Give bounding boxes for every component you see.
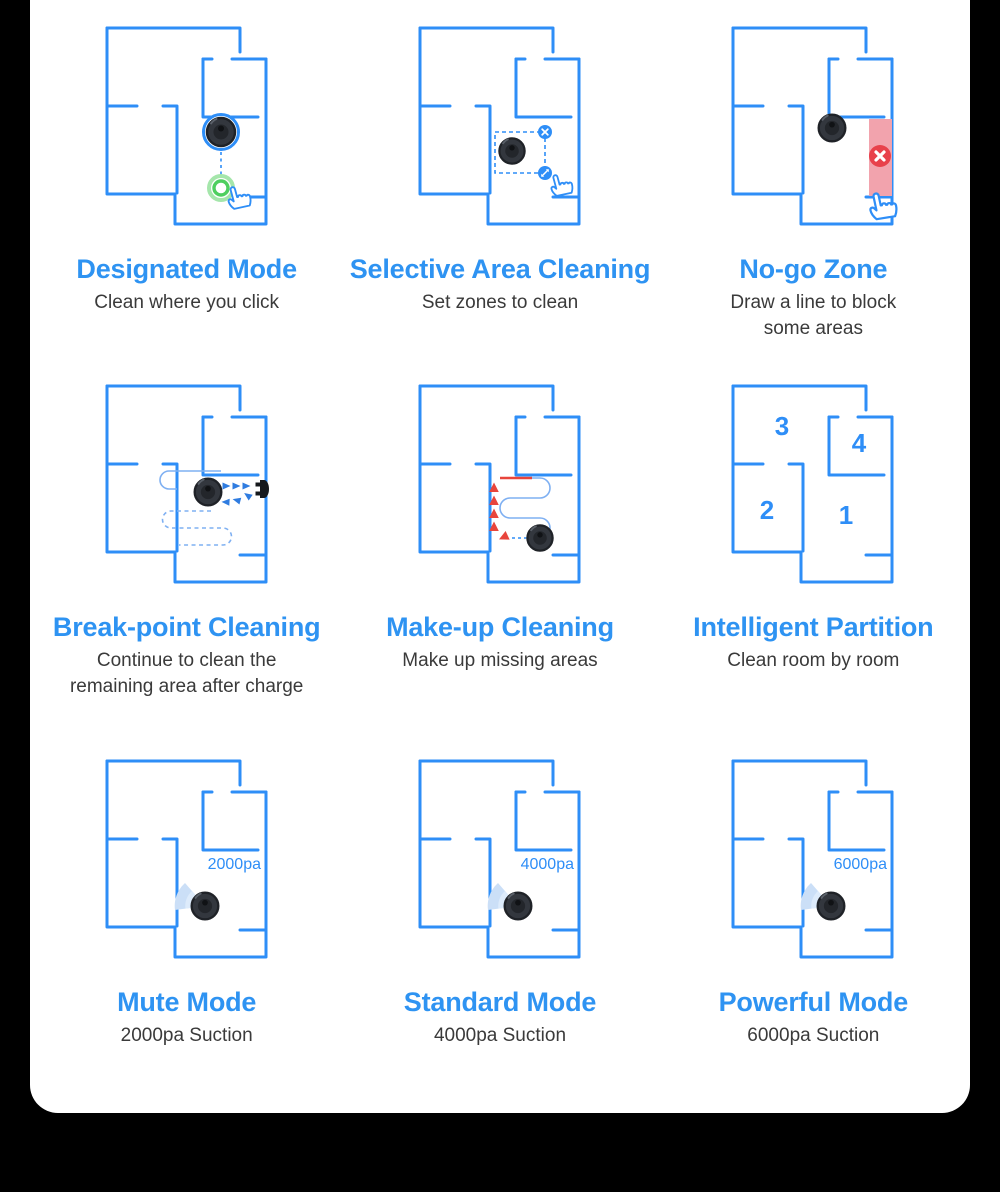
mode-card-partition: [657, 380, 970, 755]
mode-title: Standard Mode: [403, 987, 597, 1017]
mode-subtitle: 6000pa Suction: [747, 1025, 880, 1046]
floorplan-outline: [733, 28, 892, 224]
mode-title: No-go Zone: [739, 254, 888, 284]
mode-title: Intelligent Partition: [693, 612, 934, 642]
mode-subtitle: Continue to clean the remaining area after charge: [69, 650, 304, 697]
room-number-4: 4: [852, 428, 867, 458]
mode-subtitle: Make up missing areas: [402, 650, 598, 671]
tap-target-icon: [209, 176, 233, 200]
tap-hand-cursor-icon: [548, 172, 574, 198]
floorplan-mute-mode: [101, 755, 273, 963]
floorplan-break-point: [101, 380, 273, 588]
robot-vacuum-icon: [505, 893, 532, 920]
floorplan-partition: [727, 380, 899, 588]
suction-power-label: 4000pa: [520, 856, 574, 873]
room-number-2: 2: [760, 495, 775, 525]
floorplan-outline: [107, 386, 266, 582]
from-dock-arrow-icons: [221, 490, 252, 506]
mode-title: Designated Mode: [76, 254, 297, 284]
floorplan-make-up: [414, 380, 586, 588]
mode-card-mute: [30, 755, 343, 1049]
to-dock-arrow-icons: [222, 483, 250, 490]
suction-power-label: 6000pa: [833, 856, 888, 873]
mode-card-make-up: [343, 380, 656, 755]
missed-area-arrow-icons: [489, 483, 509, 544]
mode-title: Mute Mode: [117, 987, 257, 1017]
floorplan-powerful-mode: [727, 755, 899, 963]
floorplan-outline: [420, 386, 579, 582]
mode-subtitle: 2000pa Suction: [120, 1025, 253, 1046]
robot-vacuum-icon: [207, 118, 235, 146]
room-number-3: 3: [775, 411, 790, 441]
robot-vacuum-icon: [191, 893, 218, 920]
mode-card-selective-area: [343, 22, 656, 380]
mode-title: Powerful Mode: [718, 987, 909, 1017]
mode-title: Break-point Cleaning: [52, 612, 321, 642]
floorplan-no-go-zone: [727, 22, 899, 230]
mode-subtitle: Set zones to clean: [421, 292, 579, 313]
floorplan-standard-mode: [414, 755, 586, 963]
robot-vacuum-icon: [527, 525, 552, 550]
floorplan-designated-mode: [101, 22, 273, 230]
mode-subtitle: 4000pa Suction: [433, 1025, 567, 1046]
charging-dock-icon: [255, 480, 269, 498]
floorplan-outline: [733, 386, 892, 582]
room-number-1: 1: [839, 500, 854, 530]
mode-title: Selective Area Cleaning: [349, 254, 651, 284]
mode-card-no-go-zone: [657, 22, 970, 380]
robot-vacuum-icon: [818, 893, 845, 920]
remaining-path-dashed-line: [162, 511, 231, 545]
mode-card-designated: [30, 22, 343, 380]
mode-card-powerful: [657, 755, 970, 1049]
floorplan-selective-area: [414, 22, 586, 230]
red-x-circle-icon: [869, 145, 891, 167]
resize-zone-icon: [538, 166, 552, 180]
content-card: [30, 0, 970, 1113]
robot-vacuum-icon: [194, 479, 221, 506]
mode-title: Make-up Cleaning: [386, 612, 614, 642]
robot-vacuum-icon: [819, 115, 846, 142]
modes-grid: [30, 0, 970, 1049]
suction-power-label: 2000pa: [207, 856, 261, 873]
mode-card-break-point: [30, 380, 343, 755]
mode-subtitle: Clean where you click: [94, 292, 280, 313]
robot-vacuum-icon: [499, 138, 524, 163]
mode-subtitle: Draw a line to block some areas: [730, 292, 897, 339]
mode-subtitle: Clean room by room: [727, 650, 900, 671]
delete-zone-icon: [538, 125, 552, 139]
mode-card-standard: [343, 755, 656, 1049]
